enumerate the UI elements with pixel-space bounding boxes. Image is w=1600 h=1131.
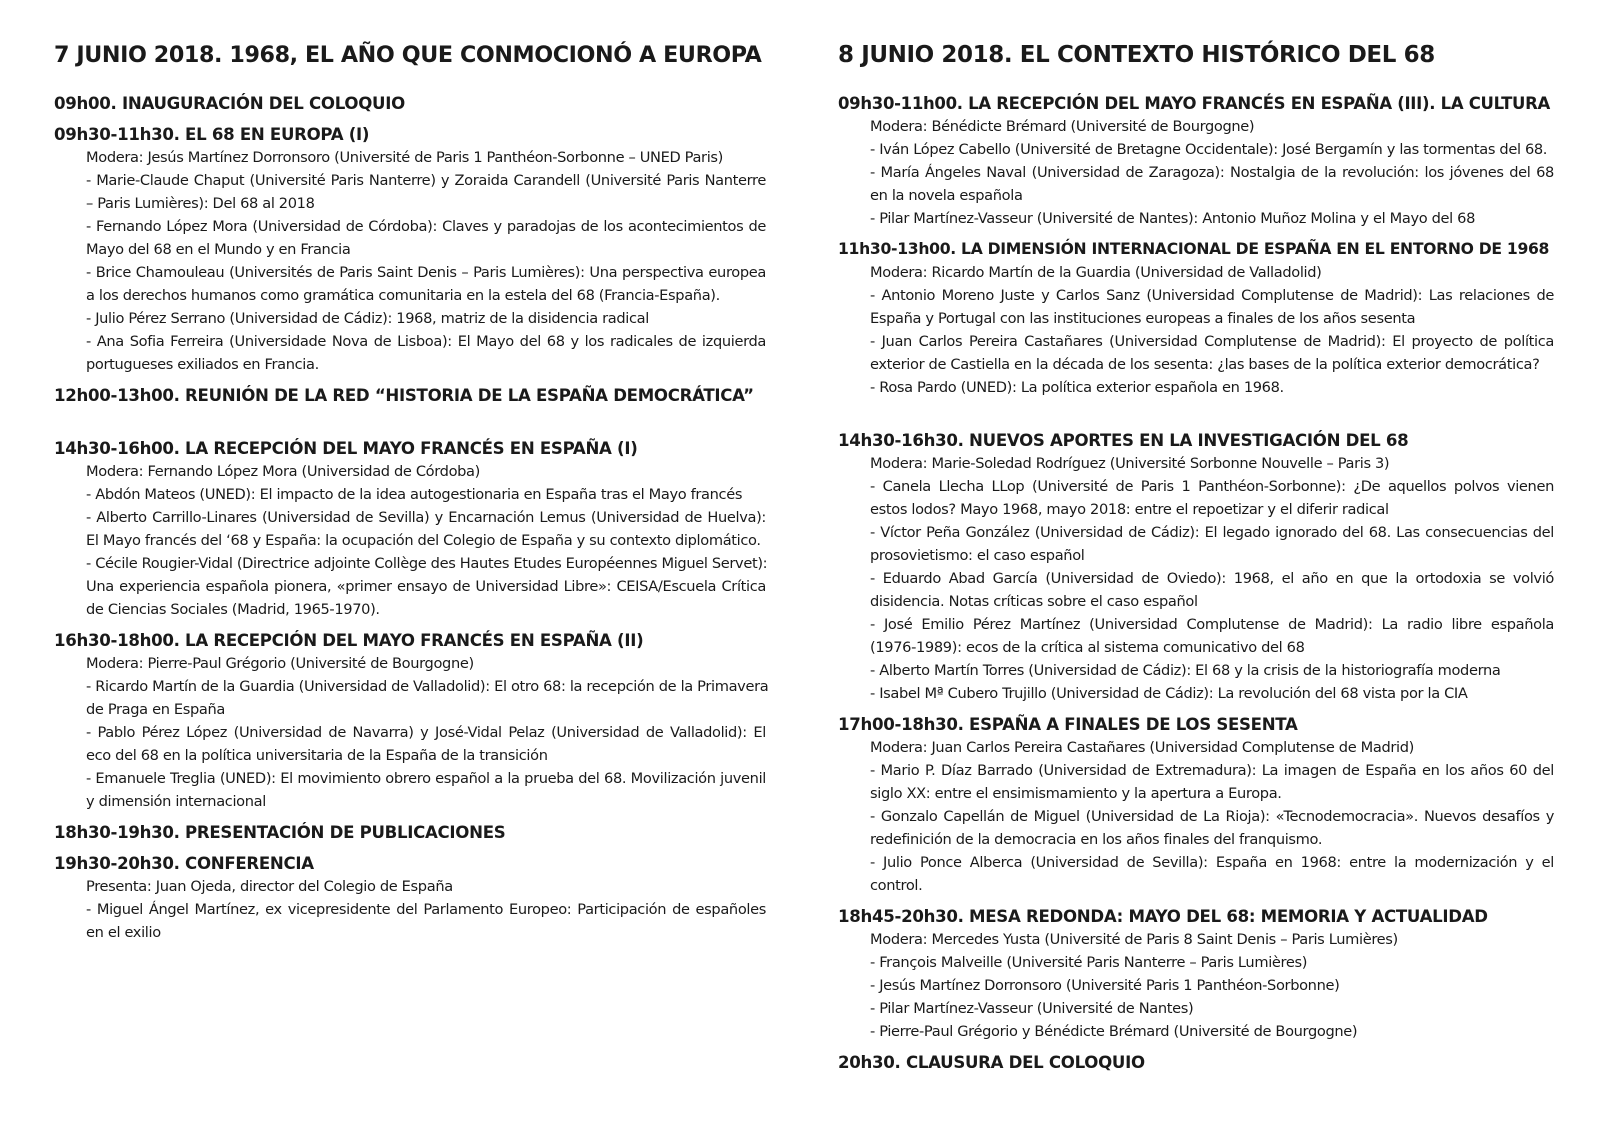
session-line: (1976-1989): ecos de la crítica al sistema comunicativo del 68: [870, 639, 1305, 656]
program-session: [838, 92, 1554, 230]
session-details: [54, 652, 769, 813]
session-line: - Alberto Carrillo-Linares (Universidad de Sevilla) y Encarnación Lemus (Universidad de Huelva):: [86, 509, 766, 526]
session-line: - Miguel Ángel Martínez, ex vicepresidente del Parlamento Europeo: Participación de españoles: [86, 901, 766, 918]
session-moderator: Modera: Mercedes Yusta (Université de Paris 8 Saint Denis – Paris Lumières): [870, 931, 1398, 948]
session-line: - Jesús Martínez Dorronsoro (Université Paris 1 Panthéon-Sorbonne): [870, 977, 1340, 994]
session-line: - Pierre-Paul Grégorio y Bénédicte Brémard (Université de Bourgogne): [870, 1023, 1358, 1040]
session-line: - Víctor Peña González (Universidad de Cádiz): El legado ignorado del 68. Las consecuencias del: [870, 524, 1554, 541]
session-line: en la novela española: [870, 187, 1023, 204]
session-title: 11h30-13h00. LA DIMENSIÓN INTERNACIONAL DE ESPAÑA EN EL ENTORNO DE 1968: [838, 240, 1550, 258]
session-line: - María Ángeles Naval (Universidad de Zaragoza): Nostalgia de la revolución: los jóvenes del 68: [870, 164, 1554, 181]
program-session: [54, 437, 766, 621]
day-2-column: [838, 40, 1554, 1082]
session-line: - Pablo Pérez López (Universidad de Navarra) y José-Vidal Pelaz (Universidad de Valladolid): El: [86, 724, 766, 741]
session-line: - Canela Llecha LLop (Université de Paris 1 Panthéon-Sorbonne): ¿De aquellos polvos vienen: [870, 478, 1554, 495]
session-line: de Ciencias Sociales (Madrid, 1965-1970).: [86, 601, 380, 618]
session-details: [54, 146, 766, 376]
session-moderator: Modera: Marie-Soledad Rodríguez (Université Sorbonne Nouvelle – Paris 3): [870, 455, 1390, 472]
session-line: - Brice Chamouleau (Universités de Paris Saint Denis – Paris Lumières): Una perspectiva europea: [86, 264, 766, 281]
session-line: Mayo del 68 en el Mundo y en Francia: [86, 241, 351, 258]
session-line: - Marie-Claude Chaput (Université Paris Nanterre) y Zoraida Carandell (Université Paris Nanterre: [86, 172, 766, 189]
program-session: [54, 821, 766, 844]
session-line: - Julio Ponce Alberca (Universidad de Sevilla): España en 1968: entre la modernización y el: [870, 854, 1554, 871]
program-session: [838, 905, 1554, 1043]
session-line: siglo XX: entre el ensimismamiento y la apertura a Europa.: [870, 785, 1282, 802]
session-line: en el exilio: [86, 924, 161, 941]
program-session: [838, 429, 1554, 705]
session-line: El Mayo francés del ‘68 y España: la ocupación del Colegio de España y su contexto diplomático.: [86, 532, 761, 549]
session-title: 17h00-18h30. ESPAÑA A FINALES DE LOS SESENTA: [838, 715, 1298, 734]
session-line: portugueses exiliados en Francia.: [86, 356, 319, 373]
program-session: [838, 1051, 1554, 1074]
session-title: 20h30. CLAUSURA DEL COLOQUIO: [838, 1053, 1145, 1072]
program-session: [54, 384, 766, 407]
program-session: [838, 713, 1554, 897]
session-title: 18h30-19h30. PRESENTACIÓN DE PUBLICACIONES: [54, 823, 506, 842]
session-line: - Ana Sofia Ferreira (Universidade Nova de Lisboa): El Mayo del 68 y los radicales de izquierda: [86, 333, 766, 350]
session-title: 19h30-20h30. CONFERENCIA: [54, 854, 314, 873]
session-line: - Juan Carlos Pereira Castañares (Universidad Complutense de Madrid): El proyecto de política: [870, 333, 1554, 350]
session-line: de Praga en España: [86, 701, 226, 718]
session-details: [838, 115, 1554, 230]
session-line: y dimensión internacional: [86, 793, 266, 810]
session-line: Una experiencia española pionera, «primer ensayo de Universidad Libre»: CEISA/Escuela Crítica: [86, 578, 766, 595]
session-moderator: Modera: Juan Carlos Pereira Castañares (Universidad Complutense de Madrid): [870, 739, 1414, 756]
session-line: a los derechos humanos como gramática comunitaria en la estela del 68 (Francia-España).: [86, 287, 720, 304]
session-moderator: Modera: Pierre-Paul Grégorio (Université de Bourgogne): [86, 655, 474, 672]
day-title: 8 JUNIO 2018. EL CONTEXTO HISTÓRICO DEL 68: [838, 42, 1435, 68]
day-title: 7 JUNIO 2018. 1968, EL AÑO QUE CONMOCIONÓ A EUROPA: [54, 42, 762, 68]
program-session: [838, 238, 1554, 399]
session-title: 14h30-16h30. NUEVOS APORTES EN LA INVESTIGACIÓN DEL 68: [838, 431, 1409, 450]
session-line: - Julio Pérez Serrano (Universidad de Cádiz): 1968, matriz de la disidencia radical: [86, 310, 649, 327]
session-line: - Isabel Mª Cubero Trujillo (Universidad de Cádiz): La revolución del 68 vista por la CIA: [870, 685, 1468, 702]
session-line: - Alberto Martín Torres (Universidad de Cádiz): El 68 y la crisis de la historiografía moderna: [870, 662, 1501, 679]
session-moderator: Modera: Jesús Martínez Dorronsoro (Université de Paris 1 Panthéon-Sorbonne – UNED Paris): [86, 149, 724, 166]
session-title: 16h30-18h00. LA RECEPCIÓN DEL MAYO FRANCÉS EN ESPAÑA (II): [54, 631, 644, 650]
session-line: exterior de Castiella en la década de los sesenta: ¿las bases de la política exterior democrática?: [870, 356, 1540, 373]
day-1-column: [54, 40, 769, 952]
session-line: - Cécile Rougier-Vidal (Directrice adjointe Collège des Hautes Etudes Européennes Miguel Servet):: [86, 555, 768, 572]
session-line: - François Malveille (Université Paris Nanterre – Paris Lumières): [870, 954, 1308, 971]
session-details: [838, 928, 1554, 1043]
session-line: - Ricardo Martín de la Guardia (Universidad de Valladolid): El otro 68: la recepción de la Primavera: [86, 678, 769, 695]
program-session: [54, 123, 766, 376]
session-details: [838, 736, 1554, 897]
session-title: 09h30-11h00. LA RECEPCIÓN DEL MAYO FRANCÉS EN ESPAÑA (III). LA CULTURA: [838, 94, 1550, 113]
program-session: [54, 852, 766, 944]
session-line: - Emanuele Treglia (UNED): El movimiento obrero español a la prueba del 68. Movilización juvenil: [86, 770, 766, 787]
session-title: 12h00-13h00. REUNIÓN DE LA RED “HISTORIA DE LA ESPAÑA DEMOCRÁTICA”: [54, 386, 754, 405]
session-line: - José Emilio Pérez Martínez (Universidad Complutense de Madrid): La radio libre española: [870, 616, 1554, 633]
session-line: - Antonio Moreno Juste y Carlos Sanz (Universidad Complutense de Madrid): Las relaciones de: [870, 287, 1554, 304]
session-line: - Pilar Martínez-Vasseur (Université de Nantes): [870, 1000, 1194, 1017]
session-line: eco del 68 en la política universitaria de la España de la transición: [86, 747, 548, 764]
session-moderator: Presenta: Juan Ojeda, director del Colegio de España: [86, 878, 453, 895]
session-line: - Rosa Pardo (UNED): La política exterior española en 1968.: [870, 379, 1284, 396]
session-line: España y Portugal con las instituciones europeas a finales de los años sesenta: [870, 310, 1416, 327]
session-details: [838, 261, 1554, 399]
session-details: [54, 875, 766, 944]
session-moderator: Modera: Ricardo Martín de la Guardia (Universidad de Valladolid): [870, 264, 1322, 281]
session-line: redefinición de la democracia en los años finales del franquismo.: [870, 831, 1323, 848]
program-session: [54, 629, 769, 813]
session-moderator: Modera: Fernando López Mora (Universidad de Córdoba): [86, 463, 480, 480]
session-details: [838, 452, 1554, 705]
session-title: 18h45-20h30. MESA REDONDA: MAYO DEL 68: MEMORIA Y ACTUALIDAD: [838, 907, 1488, 926]
session-line: - Mario P. Díaz Barrado (Universidad de Extremadura): La imagen de España en los años 60 del: [870, 762, 1554, 779]
session-line: - Gonzalo Capellán de Miguel (Universidad de La Rioja): «Tecnodemocracia». Nuevos desafíos y: [870, 808, 1554, 825]
session-title: 09h30-11h30. EL 68 EN EUROPA (I): [54, 125, 370, 144]
program-session: [54, 92, 766, 115]
session-line: - Iván López Cabello (Université de Bretagne Occidentale): José Bergamín y las tormentas del 68.: [870, 141, 1548, 158]
session-line: estos lodos? Mayo 1968, mayo 2018: entre el repoetizar y el diferir radical: [870, 501, 1389, 518]
session-line: control.: [870, 877, 923, 894]
session-line: - Fernando López Mora (Universidad de Córdoba): Claves y paradojas de los acontecimientos de: [86, 218, 766, 235]
session-line: - Eduardo Abad García (Universidad de Oviedo): 1968, el año en que la ortodoxia se volvió: [870, 570, 1554, 587]
session-line: disidencia. Notas críticas sobre el caso español: [870, 593, 1198, 610]
session-line: prosovietismo: el caso español: [870, 547, 1085, 564]
session-line: - Pilar Martínez-Vasseur (Université de Nantes): Antonio Muñoz Molina y el Mayo del 68: [870, 210, 1476, 227]
session-details: [54, 460, 766, 621]
session-title: 09h00. INAUGURACIÓN DEL COLOQUIO: [54, 94, 405, 113]
session-line: - Abdón Mateos (UNED): El impacto de la idea autogestionaria en España tras el Mayo francés: [86, 486, 743, 503]
session-title: 14h30-16h00. LA RECEPCIÓN DEL MAYO FRANCÉS EN ESPAÑA (I): [54, 439, 638, 458]
session-moderator: Modera: Bénédicte Brémard (Université de Bourgogne): [870, 118, 1255, 135]
session-line: – Paris Lumières): Del 68 al 2018: [86, 195, 315, 212]
